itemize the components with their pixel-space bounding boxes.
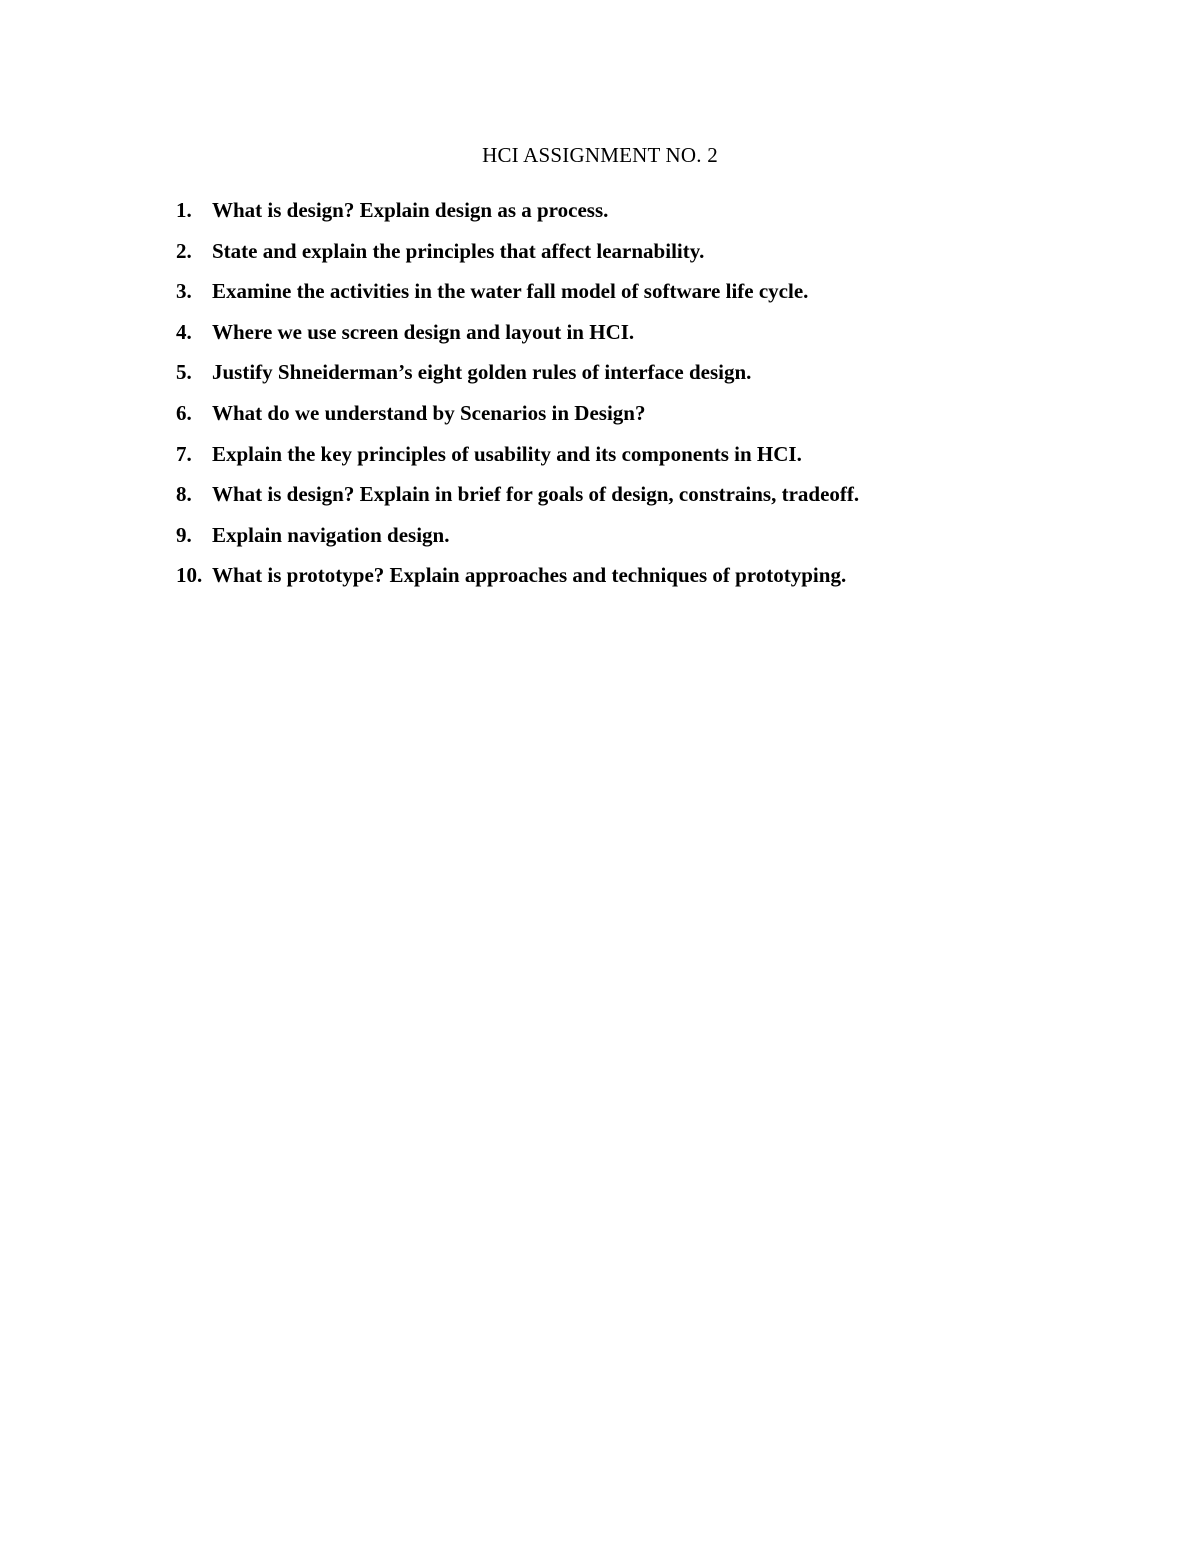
list-item <box>176 401 1076 442</box>
question-text: What do we understand by Scenarios in Design? <box>212 400 646 425</box>
question-text: Explain navigation design. <box>212 522 450 547</box>
question-text: Where we use screen design and layout in HCI. <box>212 319 635 344</box>
list-item <box>176 442 1076 483</box>
question-text: What is prototype? Explain approaches and techniques of prototyping. <box>212 563 847 588</box>
question-text: State and explain the principles that affect learnability. <box>212 238 705 263</box>
list-item <box>176 563 1076 604</box>
list-item <box>176 360 1076 401</box>
list-item <box>176 239 1076 280</box>
question-number: 7. <box>176 441 192 466</box>
question-number: 2. <box>176 238 192 263</box>
list-item <box>176 482 1076 523</box>
question-text: Examine the activities in the water fall model of software life cycle. <box>212 279 809 304</box>
question-number: 6. <box>176 400 192 425</box>
list-item <box>176 279 1076 320</box>
question-number: 9. <box>176 522 192 547</box>
list-item <box>176 198 1076 239</box>
list-item <box>176 320 1076 361</box>
page-title: HCI ASSIGNMENT NO. 2 <box>482 143 718 167</box>
question-text: Justify Shneiderman’s eight golden rules of interface design. <box>212 360 752 385</box>
list-item <box>176 523 1076 564</box>
question-text: What is design? Explain in brief for goals of design, constrains, tradeoff. <box>212 482 860 507</box>
question-number: 4. <box>176 319 192 344</box>
question-text: What is design? Explain design as a process. <box>212 198 609 222</box>
question-list <box>176 198 1076 604</box>
question-number: 10. <box>176 563 203 588</box>
question-number: 5. <box>176 360 192 385</box>
question-text: Explain the key principles of usability and its components in HCI. <box>212 441 802 466</box>
question-number: 3. <box>176 279 192 304</box>
question-number: 1. <box>176 198 192 222</box>
question-number: 8. <box>176 482 192 507</box>
